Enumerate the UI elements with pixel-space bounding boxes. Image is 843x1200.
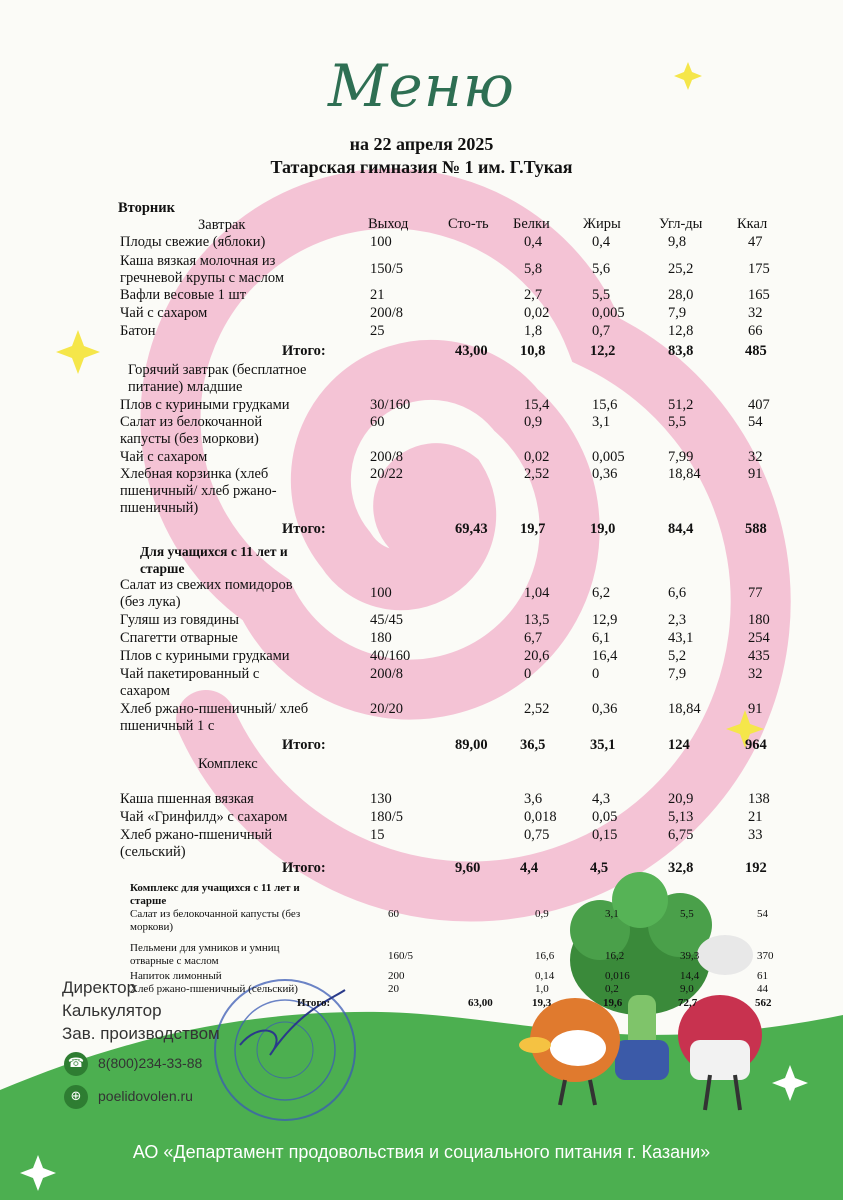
- dish-output: 100: [370, 585, 392, 601]
- dish-output: 60: [388, 908, 399, 920]
- total-cost: 43,00: [455, 343, 488, 359]
- dish-carbs: 28,0: [668, 287, 694, 303]
- dish-proteins: 5,8: [524, 261, 543, 277]
- dish-carbs: 12,8: [668, 323, 694, 339]
- dish-carbs: 25,2: [668, 261, 694, 277]
- dish-fats: 15,6: [592, 397, 618, 413]
- section-title: Комплекс: [198, 756, 258, 772]
- total-label: Итого:: [282, 343, 326, 359]
- dish-output: 180/5: [370, 809, 404, 825]
- dish-name: Чай с сахаром: [120, 305, 208, 321]
- dish-output: 200/8: [370, 305, 404, 321]
- dish-kcal: 54: [757, 908, 768, 920]
- dish-fats: 5,5: [592, 287, 611, 303]
- dish-proteins: 0: [524, 666, 532, 682]
- dish-name: Спагетти отварные: [120, 630, 238, 646]
- dish-kcal: 165: [748, 287, 770, 303]
- dish-name: Плов с куриными грудками: [120, 648, 290, 664]
- day-label: Вторник: [118, 200, 175, 216]
- dish-fats: 0: [592, 666, 600, 682]
- dish-proteins: 1,0: [535, 983, 549, 995]
- dish-proteins: 0,14: [535, 970, 555, 982]
- total-kcal: 964: [745, 737, 767, 753]
- total-kcal: 192: [745, 860, 767, 876]
- dish-name: Хлебная корзинка (хлеб пшеничный/ хлеб ржано- пшеничный): [120, 466, 277, 516]
- dish-output: 20/22: [370, 466, 404, 482]
- dish-name: Каша вязкая молочная из гречневой крупы с маслом: [120, 253, 285, 286]
- dish-output: 25: [370, 323, 385, 339]
- dish-carbs: 2,3: [668, 612, 687, 628]
- signature-production: Зав. производством: [62, 1024, 220, 1043]
- dish-output: 45/45: [370, 612, 404, 628]
- total-fats: 12,2: [590, 343, 616, 359]
- dish-proteins: 15,4: [524, 397, 550, 413]
- website-link[interactable]: poelidovolen.ru: [98, 1088, 193, 1104]
- dish-carbs: 9,0: [680, 983, 694, 995]
- dish-fats: 3,1: [605, 908, 619, 920]
- dish-output: 100: [370, 234, 392, 250]
- dish-output: 20/20: [370, 701, 404, 717]
- dish-kcal: 77: [748, 585, 763, 601]
- dish-output: 60: [370, 414, 385, 430]
- column-header-output: Выход: [368, 216, 409, 232]
- dish-carbs: 43,1: [668, 630, 694, 646]
- dish-proteins: 0,9: [535, 908, 549, 920]
- dish-name: Плоды свежие (яблоки): [120, 234, 266, 250]
- dish-kcal: 91: [748, 701, 763, 717]
- dish-carbs: 20,9: [668, 791, 694, 807]
- dish-fats: 0,016: [605, 970, 630, 982]
- total-cost: 9,60: [455, 860, 481, 876]
- dish-output: 180: [370, 630, 392, 646]
- dish-output: 200: [388, 970, 405, 982]
- total-label: Итого:: [282, 521, 326, 537]
- section-title: Завтрак: [198, 217, 246, 233]
- column-header-kcal: Ккал: [737, 216, 768, 232]
- dish-proteins: 6,7: [524, 630, 543, 646]
- dish-proteins: 2,7: [524, 287, 543, 303]
- signature-director: Директор: [62, 978, 137, 997]
- total-proteins: 19,3: [532, 997, 552, 1009]
- dish-output: 30/160: [370, 397, 411, 413]
- dish-output: 150/5: [370, 261, 404, 277]
- column-header-cost: Сто-ть: [448, 216, 489, 232]
- dish-proteins: 0,4: [524, 234, 543, 250]
- column-header-carbs: Угл-ды: [659, 216, 703, 232]
- dish-carbs: 7,9: [668, 666, 687, 682]
- dish-carbs: 39,3: [680, 950, 700, 962]
- dish-kcal: 32: [748, 305, 763, 321]
- total-kcal: 562: [755, 997, 772, 1009]
- total-carbs: 124: [668, 737, 690, 753]
- dish-kcal: 175: [748, 261, 770, 277]
- dish-carbs: 5,13: [668, 809, 694, 825]
- dish-carbs: 5,5: [680, 908, 694, 920]
- sparkle-icon: [56, 330, 100, 374]
- total-proteins: 36,5: [520, 737, 546, 753]
- total-cost: 89,00: [455, 737, 488, 753]
- dish-carbs: 6,6: [668, 585, 687, 601]
- section-title: Горячий завтрак (бесплатное питание) младшие: [128, 362, 307, 395]
- dish-kcal: 138: [748, 791, 770, 807]
- dish-kcal: 32: [748, 666, 763, 682]
- total-carbs: 72,7: [678, 997, 698, 1009]
- dish-name: Каша пшенная вязкая: [120, 791, 254, 807]
- dish-name: Батон: [120, 323, 156, 339]
- dish-name: Хлеб ржано-пшеничный (сельский): [130, 983, 298, 995]
- dish-kcal: 370: [757, 950, 774, 962]
- dish-name: Салат из белокочанной капусты (без моркови): [120, 414, 263, 447]
- dish-kcal: 435: [748, 648, 770, 664]
- dish-name: Чай «Гринфилд» с сахаром: [120, 809, 288, 825]
- dish-fats: 4,3: [592, 791, 611, 807]
- total-kcal: 588: [745, 521, 767, 537]
- dish-fats: 0,005: [592, 449, 625, 465]
- dish-output: 20: [388, 983, 399, 995]
- total-label: Итого:: [282, 860, 326, 876]
- dish-proteins: 0,018: [524, 809, 557, 825]
- dish-carbs: 7,9: [668, 305, 687, 321]
- footer-organization: АО «Департамент продовольствия и социального питания г. Казани»: [132, 1142, 711, 1162]
- dish-proteins: 3,6: [524, 791, 543, 807]
- dish-name: Хлеб ржано-пшеничный (сельский): [120, 827, 273, 860]
- dish-name: Хлеб ржано-пшеничный/ хлеб пшеничный 1 с: [120, 701, 309, 734]
- dish-kcal: 66: [748, 323, 763, 339]
- dish-proteins: 13,5: [524, 612, 550, 628]
- date-line: на 22 апреля 2025: [349, 134, 494, 154]
- globe-icon: ⊕: [64, 1085, 88, 1109]
- dish-name: Чай с сахаром: [120, 449, 208, 465]
- dish-output: 40/160: [370, 648, 411, 664]
- dish-fats: 3,1: [592, 414, 611, 430]
- dish-carbs: 14,4: [680, 970, 700, 982]
- dish-fats: 16,2: [605, 950, 625, 962]
- dish-proteins: 2,52: [524, 701, 550, 717]
- dish-carbs: 6,75: [668, 827, 694, 843]
- dish-fats: 0,36: [592, 466, 618, 482]
- dish-fats: 0,15: [592, 827, 618, 843]
- dish-output: 160/5: [388, 950, 414, 962]
- dish-kcal: 54: [748, 414, 763, 430]
- total-proteins: 10,8: [520, 343, 546, 359]
- dish-proteins: 1,04: [524, 585, 550, 601]
- dish-fats: 16,4: [592, 648, 618, 664]
- total-cost: 63,00: [468, 997, 493, 1009]
- dish-kcal: 33: [748, 827, 763, 843]
- dish-carbs: 7,99: [668, 449, 694, 465]
- dish-fats: 0,7: [592, 323, 611, 339]
- dish-carbs: 5,2: [668, 648, 687, 664]
- dish-kcal: 44: [757, 983, 768, 995]
- dish-fats: 6,1: [592, 630, 611, 646]
- dish-name: Вафли весовые 1 шт: [120, 287, 247, 303]
- dish-name: Салат из белокочанной капусты (без моркови): [130, 908, 301, 933]
- total-carbs: 84,4: [668, 521, 694, 537]
- dish-carbs: 51,2: [668, 397, 694, 413]
- dish-kcal: 254: [748, 630, 770, 646]
- phone-number[interactable]: 8(800)234-33-88: [98, 1055, 203, 1071]
- total-fats: 19,6: [603, 997, 623, 1009]
- total-carbs: 83,8: [668, 343, 694, 359]
- dish-proteins: 0,02: [524, 449, 550, 465]
- column-header-proteins: Белки: [513, 216, 550, 232]
- dish-output: 200/8: [370, 666, 404, 682]
- dish-carbs: 5,5: [668, 414, 687, 430]
- dish-proteins: 1,8: [524, 323, 543, 339]
- dish-proteins: 0,02: [524, 305, 550, 321]
- total-label: Итого:: [282, 737, 326, 753]
- total-cost: 69,43: [455, 521, 488, 537]
- dish-proteins: 2,52: [524, 466, 550, 482]
- total-carbs: 32,8: [668, 860, 694, 876]
- dish-kcal: 61: [757, 970, 768, 982]
- dish-output: 15: [370, 827, 385, 843]
- section-title: Для учащихся с 11 лет и старше: [140, 544, 288, 576]
- dish-output: 21: [370, 287, 385, 303]
- total-proteins: 19,7: [520, 521, 546, 537]
- total-fats: 4,5: [590, 860, 609, 876]
- dish-carbs: 18,84: [668, 466, 701, 482]
- dish-name: Пельмени для умников и умниц отварные с маслом: [130, 942, 280, 967]
- dish-proteins: 0,9: [524, 414, 543, 430]
- dish-fats: 12,9: [592, 612, 618, 628]
- dish-proteins: 16,6: [535, 950, 555, 962]
- dish-kcal: 180: [748, 612, 770, 628]
- dish-proteins: 0,75: [524, 827, 550, 843]
- dish-name: Плов с куриными грудками: [120, 397, 290, 413]
- total-fats: 35,1: [590, 737, 616, 753]
- school-name: Татарская гимназия № 1 им. Г.Тукая: [270, 157, 573, 177]
- dish-carbs: 9,8: [668, 234, 687, 250]
- section-title: Комплекс для учащихся с 11 лет и старше: [130, 882, 300, 907]
- dish-carbs: 18,84: [668, 701, 701, 717]
- phone-icon: ☎: [64, 1052, 88, 1076]
- total-label: Итого:: [297, 997, 331, 1009]
- dish-name: Напиток лимонный: [130, 970, 222, 982]
- signature-calculator: Калькулятор: [62, 1001, 162, 1020]
- dish-output: 200/8: [370, 449, 404, 465]
- dish-fats: 0,005: [592, 305, 625, 321]
- dish-fats: 5,6: [592, 261, 611, 277]
- dish-fats: 6,2: [592, 585, 611, 601]
- dish-fats: 0,05: [592, 809, 618, 825]
- dish-fats: 0,4: [592, 234, 611, 250]
- dish-name: Салат из свежих помидоров (без лука): [120, 577, 293, 610]
- total-proteins: 4,4: [520, 860, 539, 876]
- dish-output: 130: [370, 791, 392, 807]
- dish-proteins: 20,6: [524, 648, 550, 664]
- dish-fats: 0,2: [605, 983, 619, 995]
- dish-kcal: 407: [748, 397, 770, 413]
- total-fats: 19,0: [590, 521, 616, 537]
- total-kcal: 485: [745, 343, 767, 359]
- column-header-fats: Жиры: [583, 216, 621, 232]
- dish-kcal: 21: [748, 809, 763, 825]
- dish-kcal: 91: [748, 466, 763, 482]
- dish-name: Гуляш из говядины: [120, 612, 240, 628]
- dish-fats: 0,36: [592, 701, 618, 717]
- page-title: Меню: [328, 52, 515, 120]
- dish-name: Чай пакетированный с сахаром: [120, 666, 260, 699]
- dish-kcal: 32: [748, 449, 763, 465]
- dish-kcal: 47: [748, 234, 763, 250]
